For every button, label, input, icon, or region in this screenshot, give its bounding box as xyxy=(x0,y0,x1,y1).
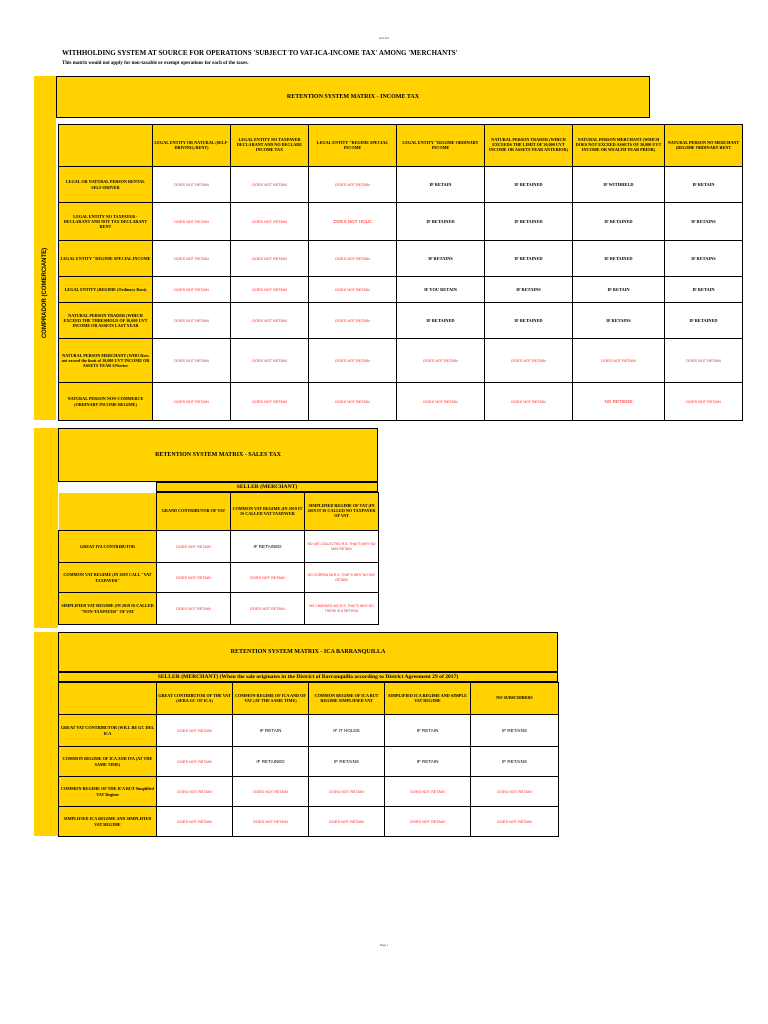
column-header: COMMON REGIME OF ICA BUT REGIME SIMPLIFIED VAT xyxy=(309,683,385,715)
table-cell: IF RETAIN xyxy=(665,277,743,303)
table-cell: IF IT HOLDS xyxy=(309,715,385,747)
table-cell: IF RETAINS xyxy=(471,747,559,777)
income-matrix-title: RETENTION SYSTEM MATRIX - INCOME TAX xyxy=(56,76,650,118)
table-cell: DOES NOT RETAIN xyxy=(231,593,305,625)
table-row xyxy=(59,277,743,303)
ica-matrix-title: RETENTION SYSTEM MATRIX - ICA BARRANQUILLA xyxy=(58,632,558,672)
table-cell: DOES NOT RETAIN xyxy=(231,303,309,339)
table-cell: IF RETAINS xyxy=(573,303,665,339)
table-cell: DOES NOT HOLD xyxy=(309,203,397,241)
column-header: NATURAL PERSON NO MERCHANT (REGIME ORDINARY RENT xyxy=(665,125,743,167)
table-cell: DOES NOT RETAIN xyxy=(153,203,231,241)
table-cell: DOES NOT RETAIN xyxy=(231,167,309,203)
table-cell: IF RETAINED xyxy=(573,203,665,241)
table-cell: DOES NOT RETAIN xyxy=(231,241,309,277)
row-header: GREAT VAT CONTRIBUTOR (WILL BE GC DEL ICA xyxy=(59,715,157,747)
table-cell: DOES NOT RETAIN xyxy=(385,807,471,837)
corner-cell xyxy=(59,493,157,531)
table-cell: DOES NOT RETAIN xyxy=(309,167,397,203)
document-title: WITHHOLDING SYSTEM AT SOURCE FOR OPERATIONS 'SUBJECT TO VAT-ICA-INCOME TAX' AMONG 'MERCHANTS' xyxy=(62,49,458,57)
table-cell: DOES NOT RETAIN xyxy=(309,303,397,339)
table-cell: DOES NOT RETAIN xyxy=(309,383,397,421)
column-header: COMMON VAT REGIME (IN 2019 IT IS CALLED VAT TAXPAYER xyxy=(231,493,305,531)
income-tax-table xyxy=(58,124,743,421)
table-row xyxy=(59,383,743,421)
row-header: GREAT IVA CONTRIBUTOR xyxy=(59,531,157,563)
table-row xyxy=(59,531,379,563)
table-cell: DOES NOT RETAIN xyxy=(157,563,231,593)
ica-table xyxy=(58,682,559,837)
table-cell: DOES NOT RETAIN xyxy=(385,777,471,807)
table-cell: IF RETAIN xyxy=(573,277,665,303)
buyer-side-label: COMPRADOR (COMERCIANTE) xyxy=(42,247,49,339)
table-cell: DOES NOT RETAIN xyxy=(309,777,385,807)
table-cell: DOES NOT RETAIN xyxy=(153,383,231,421)
table-cell: DOES NOT RETAIN xyxy=(153,277,231,303)
column-header: GRAND CONTRIBUTOR OF VAT xyxy=(157,493,231,531)
table-cell: DOES NOT RETAIN xyxy=(233,807,309,837)
column-header: LEGAL ENTITY "REGIME SPECIAL INCOME xyxy=(309,125,397,167)
table-cell: DOES NOT RETAIN xyxy=(231,383,309,421)
row-header: LEGAL ENTITY NO TAXPAYER - DECLARANT AND NOT TAX DECLARANT RENT xyxy=(59,203,153,241)
table-cell: DOES NOT RETAIN xyxy=(153,167,231,203)
row-header: LEGAL ENTITY "REGIME SPECIAL INCOME xyxy=(59,241,153,277)
document-note: This matrix would not apply for non-taxable or exempt operations for each of the taxes. xyxy=(62,61,249,66)
page-number: Page 1 xyxy=(379,943,389,947)
column-header: NATURAL PERSON TRADER (WHICH EXCEEDS THE LIMIT OF 30,000 UVT INCOME OR ASSETS YEAR ANTERIOR) xyxy=(485,125,573,167)
table-cell: IF RETAINED xyxy=(397,303,485,339)
table-cell: IF RETAINS xyxy=(471,715,559,747)
corner-cell xyxy=(59,125,153,167)
table-cell: DOES NOT RETAIN xyxy=(231,339,309,383)
column-header: LEGAL ENTITY "REGIME ORDINARY INCOME xyxy=(397,125,485,167)
table-cell: IF RETAIN xyxy=(385,715,471,747)
row-header: COMMON REGIME OF THE ICA BUT Simplified VAT Regime xyxy=(59,777,157,807)
ica-yellow-band xyxy=(34,632,58,836)
table-cell: IF RETAIN xyxy=(665,167,743,203)
table-row xyxy=(59,303,743,339)
table-row xyxy=(59,777,559,807)
table-cell: DOES NOT RETAIN xyxy=(157,777,233,807)
table-cell: DOES NOT RETAIN xyxy=(309,241,397,277)
table-cell: DOES NOT RETAIN xyxy=(153,303,231,339)
table-cell: DOES NOT RETAIN xyxy=(157,531,231,563)
column-header: SIMPLIFIED ICA REGIME AND SIMPLE VAT REGIME xyxy=(385,683,471,715)
table-cell: IF RETAINED xyxy=(397,203,485,241)
table-cell: IF RETAIN xyxy=(397,167,485,203)
table-cell: DOES NOT RETAIN xyxy=(309,807,385,837)
table-cell: DOES NOT RETAIN xyxy=(153,241,231,277)
table-row xyxy=(59,593,379,625)
table-cell: DOES NOT RETAIN xyxy=(157,715,233,747)
table-row xyxy=(59,563,379,593)
table-cell: IF WITHHELD xyxy=(573,167,665,203)
table-row xyxy=(59,339,743,383)
table-cell: DOES NOT RETAIN xyxy=(157,593,231,625)
table-cell: DOES NOT RETAIN xyxy=(231,277,309,303)
column-header: SIMPLIFIED REGIME OF VAT (IN 2019 IT IS CALLED NO TAXPAYER OF VAT xyxy=(305,493,379,531)
table-cell: IF RETAINS xyxy=(485,277,573,303)
table-cell: IF RETAINS xyxy=(665,241,743,277)
table-cell: IF RETAIN xyxy=(233,715,309,747)
row-header: NATURAL PERSON TRADER (WHICH EXCEED THE THRESHOLD OF 30,000 UVT INCOME OR ASSETS LAST YEAR xyxy=(59,303,153,339)
table-cell: NO VAT COLLECTED R.S. THAT'S WHY NO MAY RETAIN xyxy=(305,531,379,563)
row-header: SIMPLIFIED ICA REGIME AND SIMPLIFIED VAT REGIME xyxy=(59,807,157,837)
row-header: SIMPLIFIED VAT REGIME (IN 2019 IS CALLED "NON-TAXPAYER" OF VAT xyxy=(59,593,157,625)
column-header: GREAT CONTRIBUTOR OF THE VAT (SERA GC OF ICA) xyxy=(157,683,233,715)
table-cell: IF RETAINS xyxy=(397,241,485,277)
ica-seller-label: SELLER (MERCHANT) (When the sale originates in the District of Barranquilla according to District Agreement 29 of 2017) xyxy=(58,672,558,682)
table-cell: DOES NOT RETAIN xyxy=(231,563,305,593)
corner-cell xyxy=(59,683,157,715)
column-header: LEGAL ENTITY OR NATURAL (SELF-DRIVING) RENT) xyxy=(153,125,231,167)
table-cell: DOES NOT RETAIN xyxy=(231,203,309,241)
sales-matrix-title: RETENTION SYSTEM MATRIX - SALES TAX xyxy=(58,428,378,482)
header-tag: ancl fica xyxy=(378,36,390,40)
row-header: NATURAL PERSON NON-COMMERCE (ORDINARY INCOME REGIME) xyxy=(59,383,153,421)
row-header: COMMON REGIME OF ICA AND IVA (AT THE SAME TIME) xyxy=(59,747,157,777)
table-cell: IF RETAINED xyxy=(485,303,573,339)
table-cell: DOES NOT RETAIN xyxy=(665,383,743,421)
table-cell: IF RETAINS xyxy=(665,203,743,241)
table-row xyxy=(59,747,559,777)
table-cell: IF YOU RETAIN xyxy=(397,277,485,303)
table-cell: DOES NOT RETAIN xyxy=(309,339,397,383)
column-header: COMMON REGIME OF ICA AND OF VAT (AT THE SAME TIME) xyxy=(233,683,309,715)
row-header: COMMON VAT REGIME (IN 2019 CALL "VAT TAXPAYER" xyxy=(59,563,157,593)
table-cell: DOES NOT RETAIN xyxy=(157,807,233,837)
table-cell: NO CORREA VA R.S. THAT'S WHY NO HAY RETAIN xyxy=(305,563,379,593)
table-cell: IF RETAINED xyxy=(665,303,743,339)
table-cell: IF RETAINED xyxy=(231,531,305,563)
table-cell: DOES NOT RETAIN xyxy=(233,777,309,807)
table-cell: DOES NOT RETAIN xyxy=(471,807,559,837)
table-row xyxy=(59,167,743,203)
sales-yellow-band xyxy=(34,428,58,628)
table-row xyxy=(59,241,743,277)
table-cell: IF RETAINED xyxy=(485,241,573,277)
table-cell: NO CHARGES VAT R.S. THAT'S WHY NO THERE IS A RETEIVA xyxy=(305,593,379,625)
column-header: NO SUBSCRIBERS xyxy=(471,683,559,715)
table-cell: IF RETAINED xyxy=(233,747,309,777)
table-cell: DOES NOT RETAIN xyxy=(471,777,559,807)
table-cell: DOES NOT RETAIN xyxy=(309,277,397,303)
table-row xyxy=(59,203,743,241)
table-cell: DOES NOT RETAIN xyxy=(573,339,665,383)
row-header: LEGAL ENTITY (REGIME (Ordinary Rent) xyxy=(59,277,153,303)
column-header: NATURAL PERSON MERCHANT (WHICH DOES NOT EXCEED ASSETS OF 30,000 UVT INCOME OR WEALTH YEAR PRIOR) xyxy=(573,125,665,167)
table-row xyxy=(59,807,559,837)
table-cell: DOES NOT RETAIN xyxy=(485,339,573,383)
table-cell: IF RETAIN xyxy=(385,747,471,777)
row-header: NATURAL PERSON MERCHANT (WHO Does not exceed the limit of 30,000 UVT INCOME OR ASSETS YEAR ANterior xyxy=(59,339,153,383)
table-row xyxy=(59,715,559,747)
column-header: LEGAL ENTITY NO TAXPAYER DECLARANT AND NO DECLARE INCOME TAX xyxy=(231,125,309,167)
table-cell: DOES NOT RETAIN xyxy=(485,383,573,421)
table-cell: IF RETAINED xyxy=(573,241,665,277)
table-cell: DOES NOT RETAIN xyxy=(397,383,485,421)
sales-tax-table xyxy=(58,492,379,625)
table-cell: DOES NOT RETAIN xyxy=(153,339,231,383)
table-cell: IF RETAINED xyxy=(485,167,573,203)
sales-seller-label: SELLER (MERCHANT) xyxy=(156,482,378,492)
table-cell: IF RETAINED xyxy=(485,203,573,241)
table-cell: NO RETIENE xyxy=(573,383,665,421)
table-cell: DOES NOT RETAIN xyxy=(665,339,743,383)
table-cell: DOES NOT RETAIN xyxy=(157,747,233,777)
table-cell: IF RETAINS xyxy=(309,747,385,777)
row-header: LEGAL OR NATURAL PERSON RENTAL SELF-DRIVER xyxy=(59,167,153,203)
table-cell: DOES NOT RETAIN xyxy=(397,339,485,383)
